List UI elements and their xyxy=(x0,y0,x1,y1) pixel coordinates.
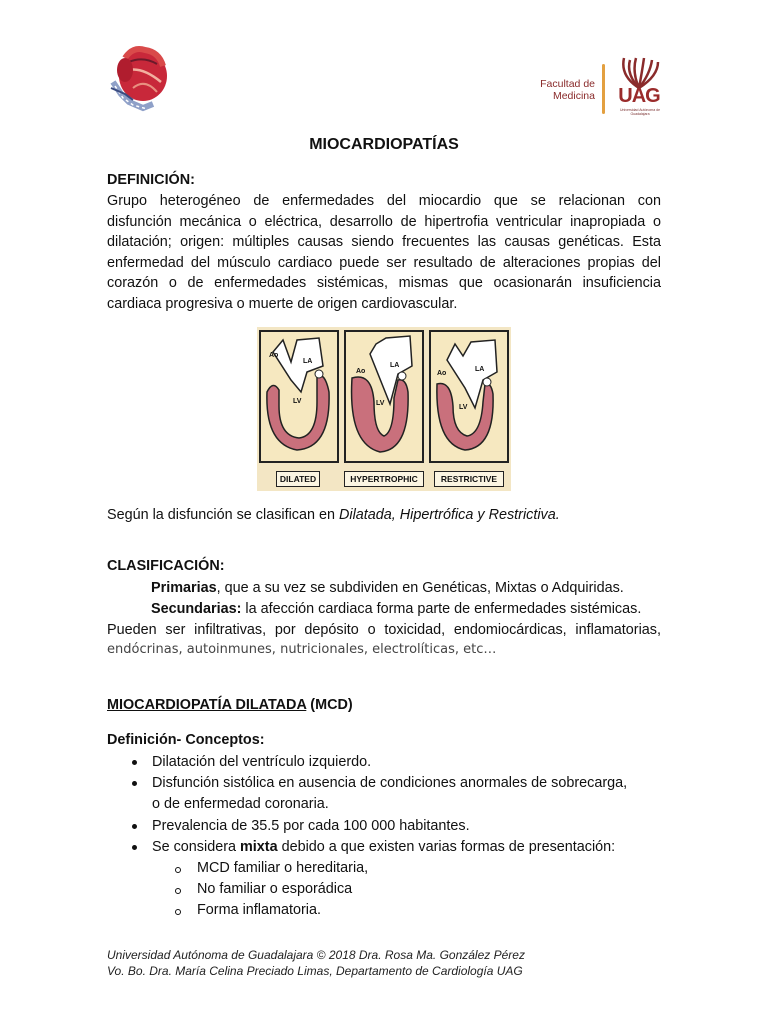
sub-list-item: MCD familiar o hereditaria, xyxy=(175,858,368,879)
mcd-subheading: Definición- Conceptos: xyxy=(107,732,265,748)
list-item: Disfunción sistólica en ausencia de condiciones anormales de sobrecarga, xyxy=(132,773,627,794)
panel-dilated xyxy=(259,330,339,463)
heart-logo xyxy=(103,42,177,114)
secundarias-rest: la afección cardiaca forma parte de enfermedades sistémicas. xyxy=(241,601,642,617)
clasificacion-heading: CLASIFICACIÓN: xyxy=(107,558,225,574)
uag-subtext: Universidad Autónoma de Guadalajara xyxy=(619,108,661,116)
label-la: LA xyxy=(390,362,400,369)
label-la: LA xyxy=(303,358,313,365)
label-lv: LV xyxy=(376,400,385,407)
faculty-label: Facultad de Medicina xyxy=(540,78,595,102)
definicion-paragraph xyxy=(107,191,661,314)
clasificacion-line: endócrinas, autoinmunes, nutricionales, electrolíticas, etc… xyxy=(107,642,497,657)
sub-list-item: Forma inflamatoria. xyxy=(175,900,321,921)
label-la: LA xyxy=(475,366,485,373)
primarias-line xyxy=(151,578,624,599)
definicion-heading: DEFINICIÓN: xyxy=(107,172,195,188)
definicion-line: Grupo heterogéneo de enfermedades del miocardio que se relacionan con xyxy=(107,193,661,209)
bullet-icon xyxy=(132,824,137,829)
uag-logo xyxy=(530,52,670,122)
restrictive-heart-icon xyxy=(431,332,507,461)
bullet-icon xyxy=(132,760,137,765)
definicion-line: cardiaca progresiva o muerte de origen cardiovascular. xyxy=(107,295,458,312)
bullet-icon xyxy=(132,845,137,850)
hypertrophic-heart-icon xyxy=(346,332,422,461)
list-item: Se considera mixta debido a que existen varias formas de presentación: xyxy=(132,837,615,858)
segun-italic: Dilatada, Hipertrófica y Restrictiva. xyxy=(339,507,560,523)
heart-illustration-icon xyxy=(103,42,177,114)
bullet-icon xyxy=(132,781,137,786)
label-ao: Ao xyxy=(269,352,279,359)
circle-bullet-icon xyxy=(175,867,181,873)
clasificacion-sentence xyxy=(107,505,560,526)
list-item-continuation: o de enfermedad coronaria. xyxy=(152,796,329,812)
definicion-line: corazón o de enfermedades sistémicas, mismas que ocasionarán insuficiencia xyxy=(107,275,661,291)
clasificacion-line: Pueden ser infiltrativas, por depósito o toxicidad, endomiocárdicas, inflamatorias, xyxy=(107,622,661,638)
definicion-line: dilatación; origen: múltiples causas siendo frecuentes las causas genéticas. Esta xyxy=(107,234,661,250)
label-dilated: DILATED xyxy=(276,471,320,487)
label-ao: Ao xyxy=(437,370,447,377)
panel-hypertrophic xyxy=(344,330,424,463)
list-item: Prevalencia de 35.5 por cada 100 000 habitantes. xyxy=(132,816,470,837)
sub-list-item: No familiar o esporádica xyxy=(175,879,352,900)
label-restrictive: RESTRICTIVE xyxy=(434,471,504,487)
mcd-heading xyxy=(107,697,353,713)
primarias-bold: Primarias xyxy=(151,580,217,596)
footer-line: Vo. Bo. Dra. María Celina Preciado Limas, Departamento de Cardiología UAG xyxy=(107,964,523,978)
list-item: Dilatación del ventrículo izquierdo. xyxy=(132,752,371,773)
secundarias-line xyxy=(151,599,641,620)
uag-wordmark: UAG xyxy=(618,85,660,107)
label-ao: Ao xyxy=(356,368,366,375)
cardiomyopathy-figure xyxy=(257,327,511,491)
circle-bullet-icon xyxy=(175,888,181,894)
definicion-line: disfunción mecánica o eléctrica, desarrollo de hipertrofia ventricular inapropiada o xyxy=(107,213,661,230)
logo-divider xyxy=(602,64,605,114)
primarias-rest: , que a su vez se subdividen en Genéticas, Mixtas o Adquiridas. xyxy=(216,580,624,596)
definicion-line: enfermedad del músculo cardiaco puede ser resultado de alteraciones propias del xyxy=(107,254,661,271)
page-title: MIOCARDIOPATÍAS xyxy=(309,136,459,153)
mcd-heading-rest: (MCD) xyxy=(306,697,353,713)
segun-prefix: Según la disfunción se clasifican en xyxy=(107,507,339,523)
label-hypertrophic: HYPERTROPHIC xyxy=(344,471,424,487)
footer-line: Universidad Autónoma de Guadalajara © 2018 Dra. Rosa Ma. González Pérez xyxy=(107,948,525,962)
label-lv: LV xyxy=(293,398,302,405)
circle-bullet-icon xyxy=(175,909,181,915)
panel-restrictive xyxy=(429,330,509,463)
secundarias-bold: Secundarias: xyxy=(151,601,242,617)
mcd-heading-underlined: MIOCARDIOPATÍA DILATADA xyxy=(107,697,307,713)
label-lv: LV xyxy=(459,404,468,411)
